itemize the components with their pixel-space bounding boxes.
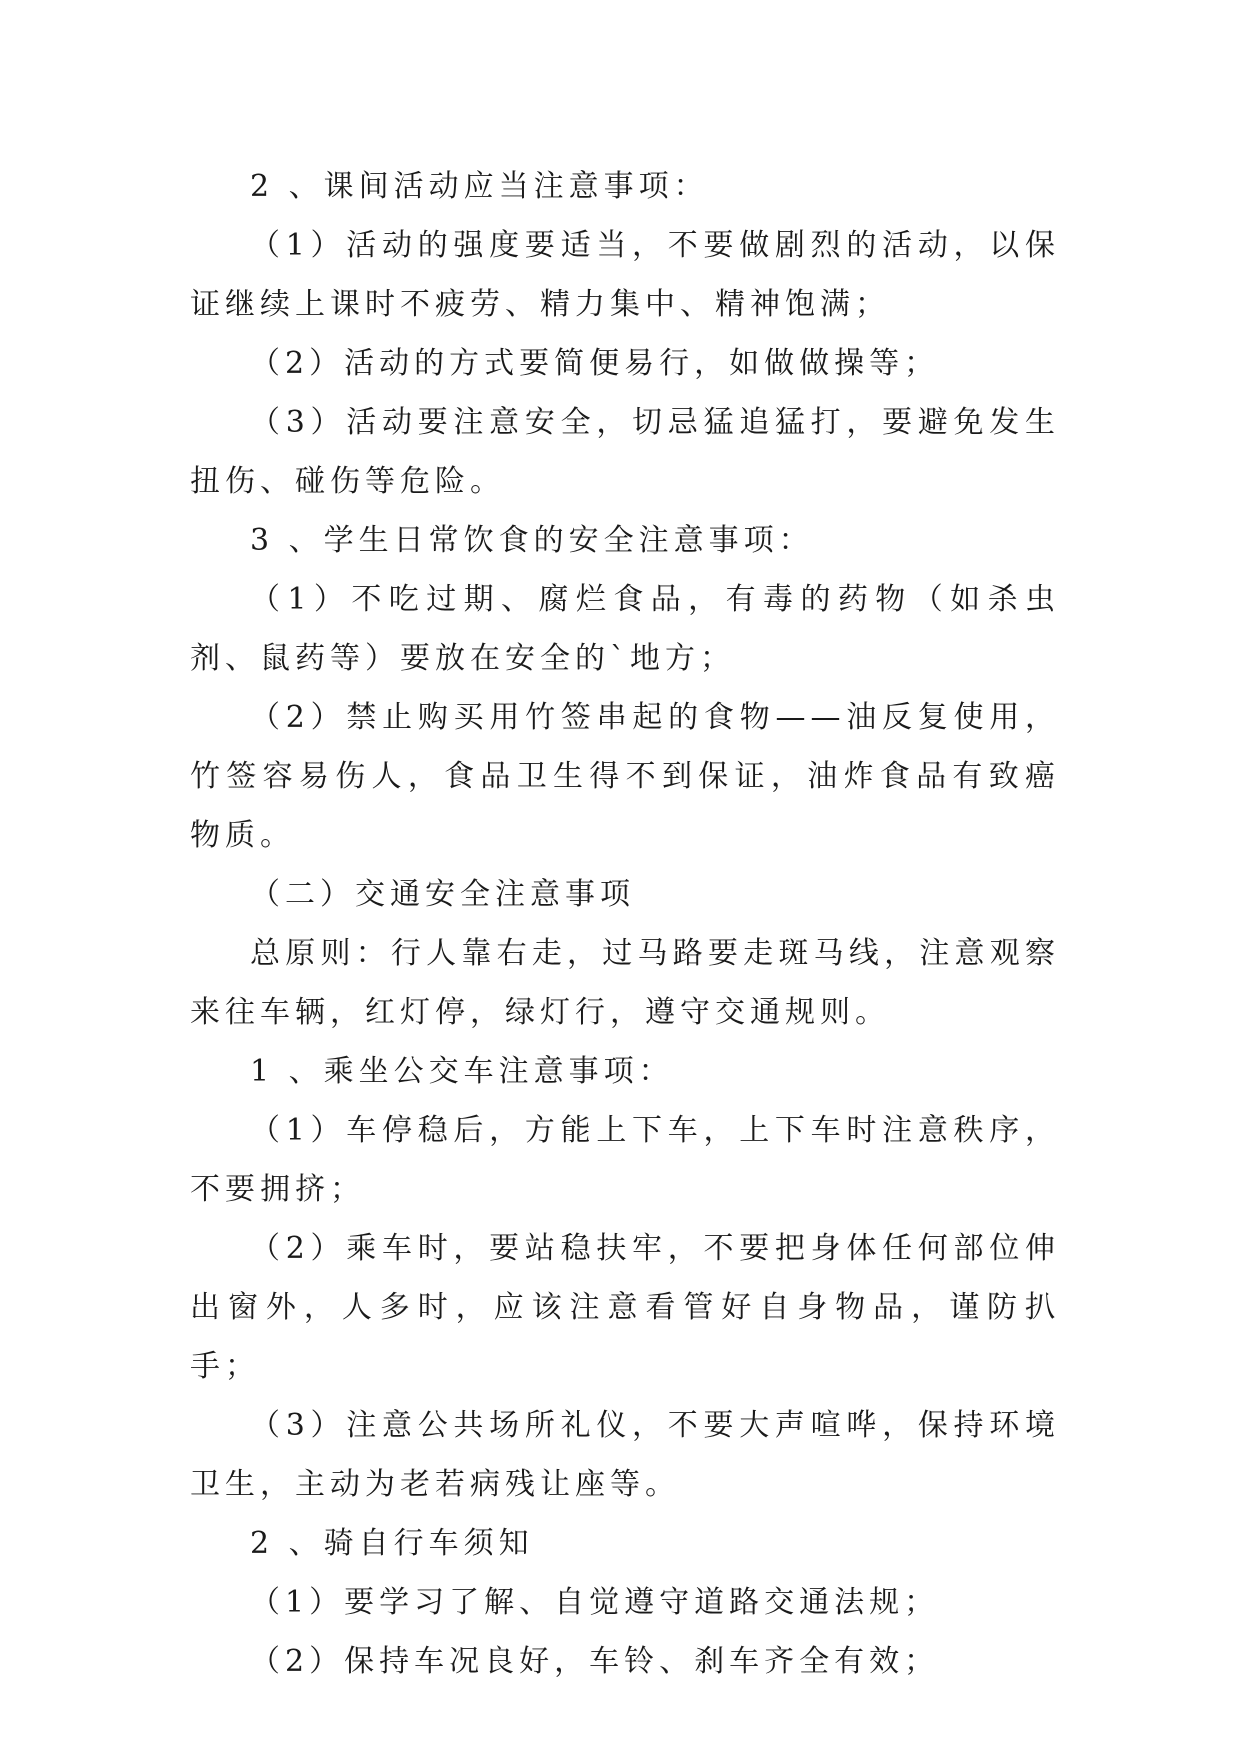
paragraph-9: 总原则：行人靠右走，过马路要走斑马线，注意观察来往车辆，红灯停，绿灯行，遵守交通规则。 xyxy=(190,936,1060,1030)
paragraph-8: （二）交通安全注意事项 xyxy=(250,877,635,912)
paragraph-7: （2）禁止购买用竹签串起的食物——油反复使用，竹签容易伤人，食品卫生得不到保证，油炸食品有致癌物质。 xyxy=(190,700,1060,853)
paragraph-5: 3 、学生日常饮食的安全注意事项： xyxy=(250,523,814,558)
paragraph-4: （3）活动要注意安全，切忌猛追猛打，要避免发生扭伤、碰伤等危险。 xyxy=(190,405,1060,499)
paragraph-10: 1 、乘坐公交车注意事项： xyxy=(250,1054,674,1089)
paragraph-1: 2 、课间活动应当注意事项： xyxy=(250,169,709,204)
paragraph-14: 2 、骑自行车须知 xyxy=(250,1526,534,1561)
document-body xyxy=(190,157,1060,1691)
paragraph-12: （2）乘车时，要站稳扶牢，不要把身体任何部位伸出窗外，人多时，应该注意看管好自身物品，谨防扒手； xyxy=(190,1231,1060,1384)
paragraph-2: （1）活动的强度要适当，不要做剧烈的活动，以保证继续上课时不疲劳、精力集中、精神饱满； xyxy=(190,228,1060,322)
paragraph-13: （3）注意公共场所礼仪，不要大声喧哗，保持环境卫生，主动为老若病残让座等。 xyxy=(190,1408,1060,1502)
paragraph-11: （1）车停稳后，方能上下车，上下车时注意秩序，不要拥挤； xyxy=(190,1113,1060,1207)
paragraph-16: （2）保持车况良好，车铃、刹车齐全有效； xyxy=(250,1644,940,1679)
paragraph-3: （2）活动的方式要简便易行，如做做操等； xyxy=(250,346,940,381)
paragraph-15: （1）要学习了解、自觉遵守道路交通法规； xyxy=(250,1585,940,1620)
paragraph-6: （1）不吃过期、腐烂食品，有毒的药物（如杀虫剂、鼠药等）要放在安全的`地方； xyxy=(190,582,1060,676)
